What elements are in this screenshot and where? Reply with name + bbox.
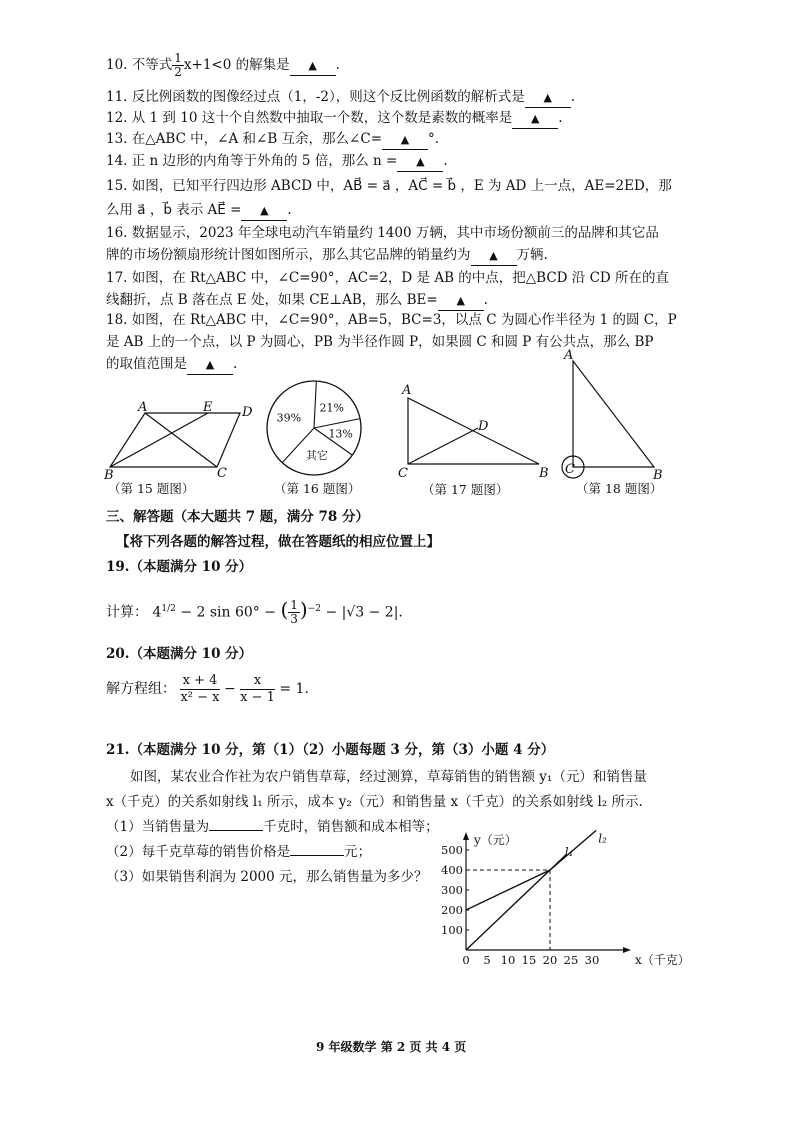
- answer-mark: ▲: [308, 59, 317, 72]
- question-11: [106, 88, 575, 108]
- q12-end: .: [558, 110, 563, 126]
- question-13: [106, 130, 439, 150]
- q21-subquestion-2: [106, 843, 371, 861]
- point-label-a: A: [402, 383, 412, 398]
- q10-frac-den: 2: [174, 65, 182, 79]
- q17-end: .: [483, 292, 488, 308]
- q19-frac-den: 3: [290, 612, 298, 627]
- y-tick-label: 500: [441, 843, 463, 857]
- y-tick-label: 200: [441, 903, 463, 917]
- q13-end: °.: [428, 131, 440, 147]
- q20-rhs: = 1.: [279, 681, 309, 697]
- point-label-c: C: [217, 466, 227, 481]
- figure-18-diagram: [556, 347, 676, 479]
- q10-rest: x+1<0 的解集是: [183, 57, 290, 73]
- q19-prefix: 计算：: [106, 604, 148, 621]
- answer-mark: ▲: [456, 294, 465, 307]
- q10-fraction: [172, 52, 184, 79]
- q21-chart: [430, 828, 700, 976]
- point-label-c: C: [398, 466, 408, 480]
- q19-term-b: − 2 sin 60° −: [180, 604, 276, 621]
- pie-slice-label: 21%: [319, 401, 344, 415]
- q11-end: .: [570, 89, 576, 105]
- point-label-d: D: [478, 419, 489, 434]
- section-3-note: 【将下列各题的解答过程，做在答题纸的相应位置上】: [116, 534, 440, 550]
- answer-mark: ▲: [489, 249, 498, 262]
- figure-15: [100, 395, 260, 499]
- x-tick-label: 25: [563, 953, 579, 967]
- q10-prefix: 10. 不等式: [106, 57, 173, 73]
- x-axis-label: x（千克）: [635, 953, 690, 967]
- question-17-line-1: [106, 269, 669, 287]
- answer-mark: ▲: [416, 155, 425, 168]
- question-16-line-2: [106, 246, 548, 266]
- q21-subquestion-1: [106, 818, 439, 836]
- q18-text-2: 是 AB 上的一个点，以 P 为圆心，PB 为半径作圆 P，如果圆 C 和圆 P 有公共点，那么 BP: [106, 334, 654, 350]
- point-label-a: A: [564, 348, 574, 363]
- x-tick-label: 15: [521, 953, 537, 967]
- section-3-title: 三、解答题（本大题共 7 题，满分 78 分）: [106, 509, 369, 525]
- point-label-b: B: [653, 468, 663, 479]
- question-16-line-1: [106, 224, 659, 242]
- answer-blank: [471, 246, 517, 266]
- q21-s1-b: 千克时，销售额和成本相等；: [263, 819, 439, 835]
- figure-15-caption: （第 15 题图）: [108, 481, 195, 496]
- point-label-c: C: [565, 462, 575, 477]
- figure-16-caption: （第 16 题图）: [274, 481, 361, 496]
- q20-f2-num: x: [240, 673, 275, 690]
- q13-text: 13. 在△ABC 中，∠A 和∠B 互余，那么∠C=: [106, 131, 383, 147]
- q21-s1-a: （1）当销售量为: [106, 819, 210, 835]
- x-tick-label: 10: [500, 953, 516, 967]
- q15-text-2: 么用 a⃗ ，b⃗ 表示 AE⃗ =: [106, 202, 242, 218]
- q20-f1-den: x² − x: [180, 689, 220, 705]
- q19-base: 4: [152, 604, 162, 621]
- y-axis-label: y（元）: [474, 833, 517, 847]
- answer-blank: [382, 130, 428, 150]
- q21-chart-svg: [430, 828, 700, 976]
- q20-f2-den: x − 1: [240, 689, 275, 705]
- y-tick-label: 400: [441, 863, 463, 877]
- page-footer: 9 年级数学 第 2 页 共 4 页: [316, 1040, 467, 1054]
- point-label-a: A: [138, 400, 148, 415]
- series-label-1: l₁: [564, 845, 574, 859]
- question-18-line-3: [106, 355, 237, 375]
- q21-paragraph-2: x（千克）的关系如射线 l₁ 所示，成本 y₂（元）和销售量 x（千克）的关系如射线 l₂ 所示.: [106, 794, 643, 810]
- q21-subquestion-3: （3）如果销售利润为 2000 元，那么销售量为多少？: [106, 869, 428, 885]
- q16-text-1: 16. 数据显示，2023 年全球电动汽车销量约 1400 万辆，其中市场份额前三的品牌和其它品: [106, 225, 659, 241]
- answer-blank: [512, 109, 558, 129]
- answer-mark: ▲: [400, 133, 410, 146]
- x-tick-label: 20: [542, 953, 558, 967]
- pie-slice-label: 39%: [276, 411, 302, 425]
- answer-blank: [290, 56, 336, 76]
- q12-text: 12. 从 1 到 10 这十个自然数中抽取一个数，这个数是素数的概率是: [106, 110, 513, 126]
- point-label-e: E: [203, 400, 213, 415]
- q17-text-1: 17. 如图，在 Rt△ABC 中，∠C=90°，AC=2，D 是 AB 的中点，把△BCD 沿 CD 所在的直: [106, 270, 670, 286]
- answer-blank: [525, 88, 571, 108]
- q19-expression: 计算： $4^{1/2} - 2$ sin 60° − ( $\frac{1}{3}$ )$^{-2}$ − |√3 − 2|.: [106, 597, 403, 627]
- point-label-d: D: [242, 405, 253, 420]
- q20-prefix: 解方程组：: [106, 681, 176, 697]
- pie-slice-boundary: [314, 419, 360, 428]
- q19-term-c: − |√3 − 2|.: [325, 604, 403, 621]
- answer-blank: [241, 201, 287, 221]
- figure-17: [394, 380, 554, 498]
- q15-end: .: [287, 202, 292, 218]
- point-label-b: B: [539, 466, 549, 480]
- x-tick-label: 5: [483, 953, 491, 967]
- answer-mark: ▲: [543, 91, 552, 104]
- question-12: [106, 109, 563, 129]
- x-axis-arrow: [623, 947, 631, 953]
- q20-f1-num: x + 4: [180, 673, 219, 690]
- q18-text-3: 的取值范围是: [106, 356, 187, 372]
- figure-16: [256, 378, 386, 498]
- q14-end: .: [443, 153, 448, 169]
- q21-header: 21.（本题满分 10 分，第（1）（2）小题每题 3 分，第（3）小题 4 分）: [106, 742, 555, 758]
- q16-text-2: 牌的市场份额扇形统计图如图所示，那么其它品牌的销量约为: [106, 247, 471, 263]
- figure-17-diagram: [394, 380, 554, 480]
- pie-slice-label: 其它: [305, 449, 328, 463]
- series-label-2: l₂: [598, 831, 607, 846]
- q20-fraction-2: [240, 673, 275, 706]
- q19-frac-num: 1: [290, 598, 298, 613]
- q21-s2-b: 元；: [344, 844, 372, 860]
- question-17-line-2: [106, 291, 488, 311]
- q19-fraction: [288, 599, 300, 626]
- q17-text-2: 线翻折，点 B 落在点 E 处，如果 CE⊥AB，那么 BE=: [106, 292, 438, 308]
- point-label-b: B: [104, 468, 114, 483]
- figure-16-pie: [256, 378, 386, 478]
- q18-text-1: 18. 如图，在 Rt△ABC 中，∠C=90°，AB=5，BC=3，以点 C 为圆心作半径为 1 的圆 C，P: [106, 312, 677, 328]
- q10-end: .: [335, 57, 340, 73]
- figure-18-caption: （第 18 题图）: [576, 481, 663, 496]
- q19-exponent-b: −2: [307, 604, 321, 614]
- y-tick-label: 100: [441, 923, 463, 937]
- y-axis-arrow: [463, 832, 469, 840]
- y-tick-label: 300: [441, 883, 463, 897]
- answer-mark: ▲: [530, 112, 540, 125]
- q16-end: 万辆.: [516, 247, 548, 263]
- x-tick-label: 0: [462, 953, 470, 967]
- pie-slice-boundary: [314, 381, 316, 428]
- q10-frac-num: 1: [174, 51, 182, 65]
- question-14: [106, 152, 448, 172]
- q19-exponent-a: 1/2: [161, 604, 176, 614]
- pie-slice-label: 13%: [328, 427, 353, 441]
- question-15-line-1: [106, 177, 672, 195]
- question-18-line-1: [106, 311, 677, 329]
- q15-text-1: 15. 如图，已知平行四边形 ABCD 中，AB⃗ = a⃗ ，AC⃗ = b⃗ ，E 为 AD 上一点，AE=2ED，那: [106, 178, 672, 194]
- q20-fraction-1: [180, 673, 219, 706]
- q14-text: 14. 正 n 边形的内角等于外角的 5 倍，那么 n =: [106, 153, 398, 169]
- question-15-line-2: [106, 201, 292, 221]
- q21-paragraph-1: 如图，某农业合作社为农户销售草莓，经过测算，草莓销售的销售额 y₁（元）和销售量: [130, 769, 647, 785]
- answer-blank: [290, 855, 344, 856]
- figure-18: [556, 347, 676, 498]
- question-10: [106, 52, 340, 79]
- answer-mark: ▲: [205, 358, 215, 371]
- q20-header: 20.（本题满分 10 分）: [106, 646, 253, 662]
- answer-blank: [438, 291, 484, 311]
- figure-17-caption: （第 17 题图）: [422, 482, 509, 497]
- answer-blank: [187, 355, 233, 375]
- answer-mark: ▲: [260, 204, 269, 217]
- x-tick-label: 30: [584, 953, 600, 967]
- q20-equation: 解方程组： $\frac{x + 4}{\text{x² − x}}$ − $\frac{x}{x - 1}$ = 1.: [106, 672, 309, 705]
- q11-text: 11. 反比例函数的图像经过点（1，-2），则这个反比例函数的解析式是: [106, 89, 525, 105]
- answer-blank: [209, 830, 263, 831]
- q19-header: 19.（本题满分 10 分）: [106, 559, 253, 575]
- q21-s2-a: （2）每千克草莓的销售价格是: [106, 844, 291, 860]
- answer-blank: [397, 152, 443, 172]
- q18-end: .: [233, 356, 238, 372]
